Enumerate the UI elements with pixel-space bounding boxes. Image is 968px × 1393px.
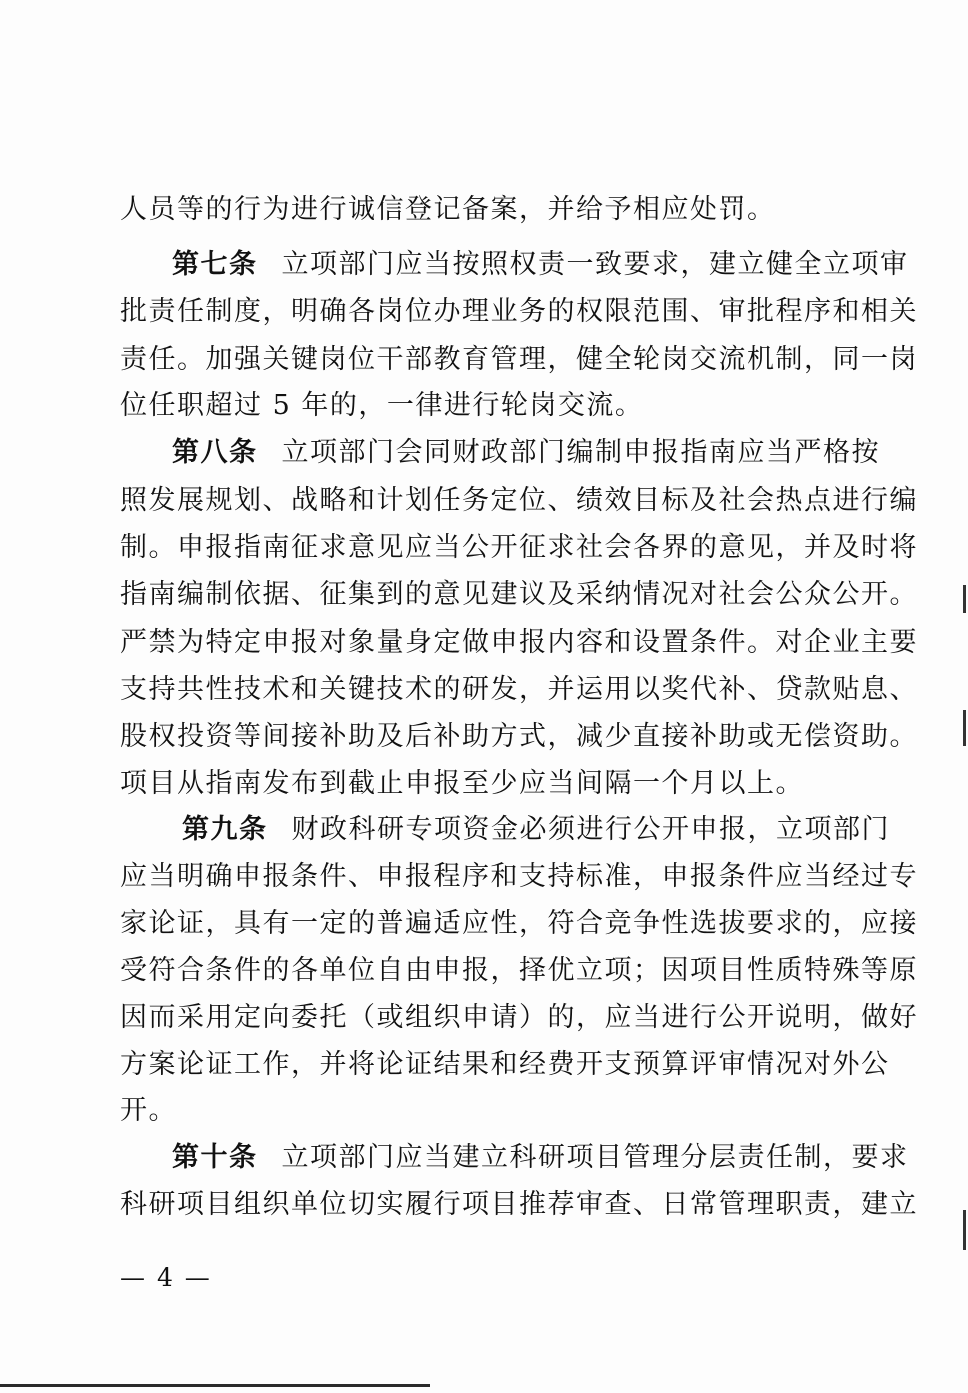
article-8-heading: 第八条 — [172, 437, 258, 468]
text-line: 财政科研专项资金必须进行公开申报，立项部门 — [291, 814, 890, 845]
article-9-heading: 第九条 — [182, 814, 268, 845]
text-line: 责任。加强关键岗位干部教育管理，健全轮岗交流机制，同一岗 — [120, 344, 918, 375]
scan-edge-mark — [963, 710, 966, 746]
text-line: 科研项目组织单位切实履行项目推荐审查、日常管理职责，建立 — [120, 1189, 918, 1220]
text-line: 股权投资等间接补助及后补助方式，减少直接补助或无偿资助。 — [120, 721, 918, 752]
text-line: 立项部门应当按照权责一致要求，建立健全立项审 — [281, 249, 909, 280]
article-9-first-line — [182, 810, 890, 850]
text-line: 照发展规划、战略和计划任务定位、绩效目标及社会热点进行编 — [120, 485, 918, 516]
article-10-heading: 第十条 — [172, 1142, 258, 1173]
text-line: 指南编制依据、征集到的意见建议及采纳情况对社会公众公开。 — [120, 579, 918, 610]
text-line: 制。申报指南征求意见应当公开征求社会各界的意见，并及时将 — [120, 532, 918, 563]
text-line: 严禁为特定申报对象量身定做申报内容和设置条件。对企业主要 — [120, 627, 918, 658]
text-line: 批责任制度，明确各岗位办理业务的权限范围、审批程序和相关 — [120, 296, 918, 327]
text-line: 应当明确申报条件、申报程序和支持标准，申报条件应当经过专 — [120, 861, 918, 892]
text-line: 家论证，具有一定的普遍适应性，符合竞争性选拔要求的，应接 — [120, 908, 918, 939]
text-line: 开。 — [120, 1095, 177, 1126]
page-number: — 4 — — [120, 1263, 212, 1292]
text-line: 位任职超过 5 年的，一律进行轮岗交流。 — [120, 390, 644, 421]
scan-edge-mark — [963, 1210, 966, 1250]
article-10-first-line — [172, 1138, 909, 1178]
scan-bottom-rule — [0, 1384, 430, 1387]
article-7-first-line — [172, 245, 909, 285]
text-line: 立项部门应当建立科研项目管理分层责任制，要求 — [281, 1142, 909, 1173]
text-line: 支持共性技术和关键技术的研发，并运用以奖代补、贷款贴息、 — [120, 674, 918, 705]
text-line: 立项部门会同财政部门编制申报指南应当严格按 — [281, 437, 880, 468]
text-line: 项目从指南发布到截止申报至少应当间隔一个月以上。 — [120, 768, 804, 799]
text-line: 受符合条件的各单位自由申报，择优立项；因项目性质特殊等原 — [120, 955, 918, 986]
article-8-first-line — [172, 433, 880, 473]
text-line: 方案论证工作，并将论证结果和经费开支预算评审情况对外公 — [120, 1049, 890, 1080]
scan-edge-mark — [963, 585, 966, 613]
text-line: 因而采用定向委托（或组织申请）的，应当进行公开说明，做好 — [120, 1002, 918, 1033]
text-line: 人员等的行为进行诚信登记备案，并给予相应处罚。 — [120, 194, 776, 225]
article-7-heading: 第七条 — [172, 249, 258, 280]
